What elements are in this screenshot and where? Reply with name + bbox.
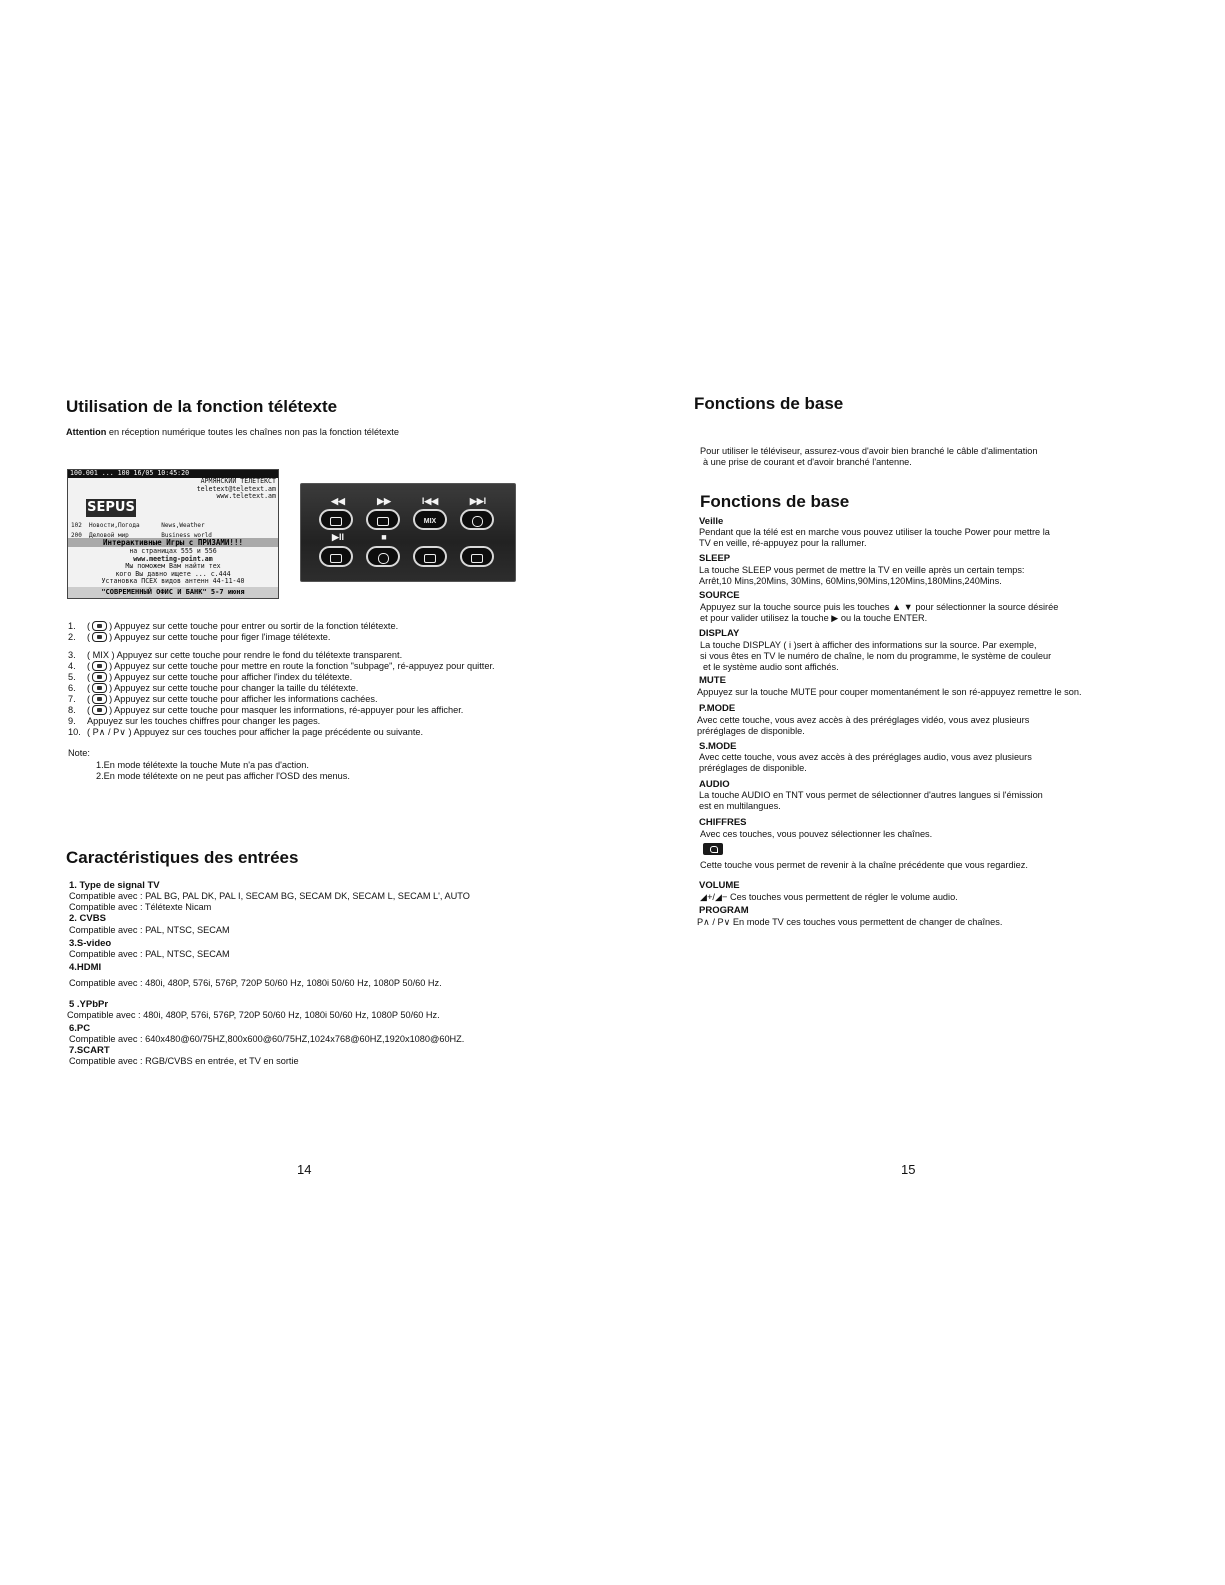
function-line: préréglages de disponible. bbox=[697, 726, 805, 736]
return-button-icon bbox=[703, 843, 723, 855]
teletext-header-2: teletext@teletext.am bbox=[196, 484, 276, 493]
attention-text: en réception numérique toutes les chaînes non pas la fonction télétexte bbox=[106, 427, 399, 437]
cancel-icon bbox=[92, 705, 107, 715]
next-icon: ▶▶I bbox=[469, 496, 487, 506]
teletext-logo: SEPUS bbox=[87, 500, 135, 515]
input-heading: 7.SCART bbox=[69, 1045, 110, 1056]
list-item: 5. ( ) Appuyez sur cette touche pour afficher l'index du télétexte. bbox=[68, 672, 353, 682]
function-heading: DISPLAY bbox=[699, 628, 740, 639]
intro-line: à une prise de courant et d'avoir branché l'antenne. bbox=[703, 457, 912, 467]
input-line: Compatible avec : 640x480@60/75HZ,800x600@60/75HZ,1024x768@60HZ,1920x1080@60HZ. bbox=[69, 1034, 465, 1044]
teletext-line: Установка ПСЕХ видов антенн 44-11-40 bbox=[101, 577, 245, 585]
function-line: Avec ces touches, vous pouvez sélectionner les chaînes. bbox=[700, 829, 933, 839]
function-heading: MUTE bbox=[699, 675, 726, 686]
function-line: Appuyez sur la touche MUTE pour couper momentanément le son ré-appuyez remettre le son. bbox=[697, 687, 1082, 697]
hold-icon bbox=[92, 632, 107, 642]
input-heading: 5 .YPbPr bbox=[69, 999, 109, 1010]
subpage-button[interactable] bbox=[460, 509, 494, 530]
list-item: 9. Appuyez sur les touches chiffres pour changer les pages. bbox=[68, 716, 321, 726]
input-heading: 6.PC bbox=[69, 1023, 91, 1034]
function-heading: VOLUME bbox=[699, 880, 740, 891]
note-item: 1.En mode télétexte la touche Mute n'a pas d'action. bbox=[96, 760, 309, 770]
list-item: 8. ( ) Appuyez sur cette touche pour masquer les informations, ré-appuyer pour les afficher. bbox=[68, 705, 464, 715]
function-heading: CHIFFRES bbox=[699, 817, 747, 828]
function-line: Pendant que la télé est en marche vous pouvez utiliser la touche Power pour mettre la bbox=[699, 527, 1050, 537]
attention-label: Attention bbox=[66, 427, 107, 437]
list-item: 6. ( ) Appuyez sur cette touche pour changer la taille du télétexte. bbox=[68, 683, 359, 693]
size-icon bbox=[92, 683, 107, 693]
list-item: 2. ( ) Appuyez sur cette touche pour figer l'image télétexte. bbox=[68, 632, 331, 642]
function-line: La touche DISPLAY ( i )sert à afficher des informations sur la source. Par exemple, bbox=[700, 640, 1037, 650]
stop-icon: ■ bbox=[381, 532, 387, 542]
function-line: La touche SLEEP vous permet de mettre la TV en veille après un certain temps: bbox=[699, 565, 1025, 575]
index-icon bbox=[92, 672, 107, 682]
function-line: si vous êtes en TV le numéro de chaîne, le nom du programme, le système de couleur bbox=[700, 651, 1052, 661]
cancel-button[interactable] bbox=[460, 546, 494, 567]
section-title-inputs: Caractéristiques des entrées bbox=[66, 848, 299, 867]
function-line: préréglages de disponible. bbox=[699, 763, 807, 773]
teletext-footer: "СОВРЕМЕННЫЙ ОФИС И БАНК" 5-7 июня bbox=[68, 587, 278, 598]
list-item: 1. ( ) Appuyez sur cette touche pour entrer ou sortir de la fonction télétexte. bbox=[68, 621, 399, 631]
note-label: Note: bbox=[68, 748, 90, 758]
function-heading: PROGRAM bbox=[699, 905, 749, 916]
input-line: Compatible avec : PAL, NTSC, SECAM bbox=[69, 925, 230, 935]
teletext-row: 200 Деловой мир Business world bbox=[71, 532, 212, 538]
input-heading: 2. CVBS bbox=[69, 913, 106, 924]
teletext-line: Мы поможем Вам найти тех bbox=[125, 562, 221, 570]
input-line: Compatible avec : Télétexte Nicam bbox=[69, 902, 212, 912]
teletext-row: 102 Новости,Погода News,Weather bbox=[71, 521, 205, 529]
return-text: Cette touche vous permet de revenir à la chaîne précédente que vous regardiez. bbox=[700, 860, 1028, 870]
reveal-icon bbox=[92, 694, 107, 704]
teletext-line: на страницах 555 и 556 bbox=[129, 547, 217, 555]
function-line: TV en veille, ré-appuyez pour la rallumer. bbox=[699, 538, 867, 548]
input-line: Compatible avec : 480i, 480P, 576i, 576P, 720P 50/60 Hz, 1080i 50/60 Hz, 1080P 50/60 Hz. bbox=[67, 1010, 440, 1020]
page-number-right: 15 bbox=[901, 1162, 916, 1177]
function-line: P∧ / P∨ En mode TV ces touches vous permettent de changer de chaînes. bbox=[697, 917, 1003, 927]
index-button[interactable] bbox=[319, 546, 353, 567]
list-item: 3. ( MIX ) Appuyez sur cette touche pour rendre le fond du télétexte transparent. bbox=[68, 650, 403, 660]
input-heading: 4.HDMI bbox=[69, 962, 102, 973]
teletext-header-1: АРМЯНСКИЙ ТЕЛЕТЕКСТ bbox=[200, 477, 276, 485]
size-button[interactable] bbox=[366, 546, 400, 567]
previous-icon: I◀◀ bbox=[421, 496, 439, 506]
page-title-basic-functions: Fonctions de base bbox=[694, 394, 844, 413]
function-line: et pour valider utilisez la touche ▶ ou la touche ENTER. bbox=[700, 613, 928, 623]
function-heading: SOURCE bbox=[699, 590, 740, 601]
function-line: Appuyez sur la touche source puis les touches ▲ ▼ pour sélectionner la source désirée bbox=[700, 602, 1059, 612]
input-heading: 1. Type de signal TV bbox=[69, 880, 160, 891]
teletext-top-bar: 100.001 ... 100 16/05 10:45:20 bbox=[68, 470, 278, 478]
teletext-line: кого Вы давно ищете ... с.444 bbox=[115, 569, 231, 578]
function-line: Avec cette touche, vous avez accès à des préréglages audio, vous avez plusieurs bbox=[699, 752, 1032, 762]
input-line: Compatible avec : PAL BG, PAL DK, PAL I, SECAM BG, SECAM DK, SECAM L, SECAM L', AUTO bbox=[69, 891, 470, 901]
teletext-icon bbox=[92, 621, 107, 631]
function-line: est en multilangues. bbox=[699, 801, 781, 811]
function-line: Avec cette touche, vous avez accès à des préréglages vidéo, vous avez plusieurs bbox=[697, 715, 1030, 725]
function-heading: P.MODE bbox=[699, 703, 736, 714]
input-line: Compatible avec : 480i, 480P, 576i, 576P, 720P 50/60 Hz, 1080i 50/60 Hz, 1080P 50/60 Hz. bbox=[69, 978, 442, 988]
attention-note bbox=[66, 427, 399, 439]
subpage-icon bbox=[92, 661, 107, 671]
function-heading: Veille bbox=[699, 516, 724, 527]
input-line: Compatible avec : PAL, NTSC, SECAM bbox=[69, 949, 230, 959]
fast-forward-icon: ▶▶ bbox=[377, 496, 391, 506]
section-title-basic-functions: Fonctions de base bbox=[700, 492, 850, 511]
teletext-line: www.meeting-point.am bbox=[133, 554, 213, 563]
teletext-button[interactable] bbox=[319, 509, 353, 530]
function-line: Arrêt,10 Mins,20Mins, 30Mins, 60Mins,90Mins,120Mins,180Mins,240Mins. bbox=[699, 576, 1002, 586]
page-title-teletext: Utilisation de la fonction télétexte bbox=[66, 397, 338, 416]
function-line: ◢+/◢− Ces touches vous permettent de régler le volume audio. bbox=[700, 892, 958, 902]
mix-button[interactable]: MIX bbox=[413, 509, 447, 530]
list-item: 4. ( ) Appuyez sur cette touche pour mettre en route la fonction "subpage", ré-appuyez pour quitter. bbox=[68, 661, 495, 671]
list-item: 10. ( P∧ / P∨ ) Appuyez sur ces touches pour afficher la page précédente ou suivante. bbox=[68, 727, 424, 737]
function-line: et le système audio sont affichés. bbox=[703, 662, 839, 672]
hold-button[interactable] bbox=[366, 509, 400, 530]
function-heading: AUDIO bbox=[699, 779, 730, 790]
remote-teletext-buttons bbox=[300, 483, 516, 582]
teletext-banner: Интерактивные Игры с ПРИЗАМИ!!! bbox=[68, 538, 278, 547]
rewind-icon: ◀◀ bbox=[331, 496, 345, 506]
list-item: 7. ( ) Appuyez sur cette touche pour afficher les informations cachées. bbox=[68, 694, 378, 704]
function-heading: S.MODE bbox=[699, 741, 737, 752]
function-line: La touche AUDIO en TNT vous permet de sélectionner d'autres langues si l'émission bbox=[699, 790, 1043, 800]
intro-line: Pour utiliser le téléviseur, assurez-vous d'avoir bien branché le câble d'alimentation bbox=[700, 446, 1038, 456]
reveal-button[interactable] bbox=[413, 546, 447, 567]
teletext-header-3: www.teletext.am bbox=[216, 492, 276, 500]
teletext-screenshot bbox=[67, 469, 279, 599]
play-pause-icon: ▶II bbox=[332, 532, 344, 542]
teletext-index bbox=[71, 517, 276, 538]
function-heading: SLEEP bbox=[699, 553, 731, 564]
note-item: 2.En mode télétexte on ne peut pas afficher l'OSD des menus. bbox=[96, 771, 350, 781]
input-line: Compatible avec : RGB/CVBS en entrée, et TV en sortie bbox=[69, 1056, 299, 1066]
page-number-left: 14 bbox=[297, 1162, 312, 1177]
input-heading: 3.S-video bbox=[69, 938, 112, 949]
